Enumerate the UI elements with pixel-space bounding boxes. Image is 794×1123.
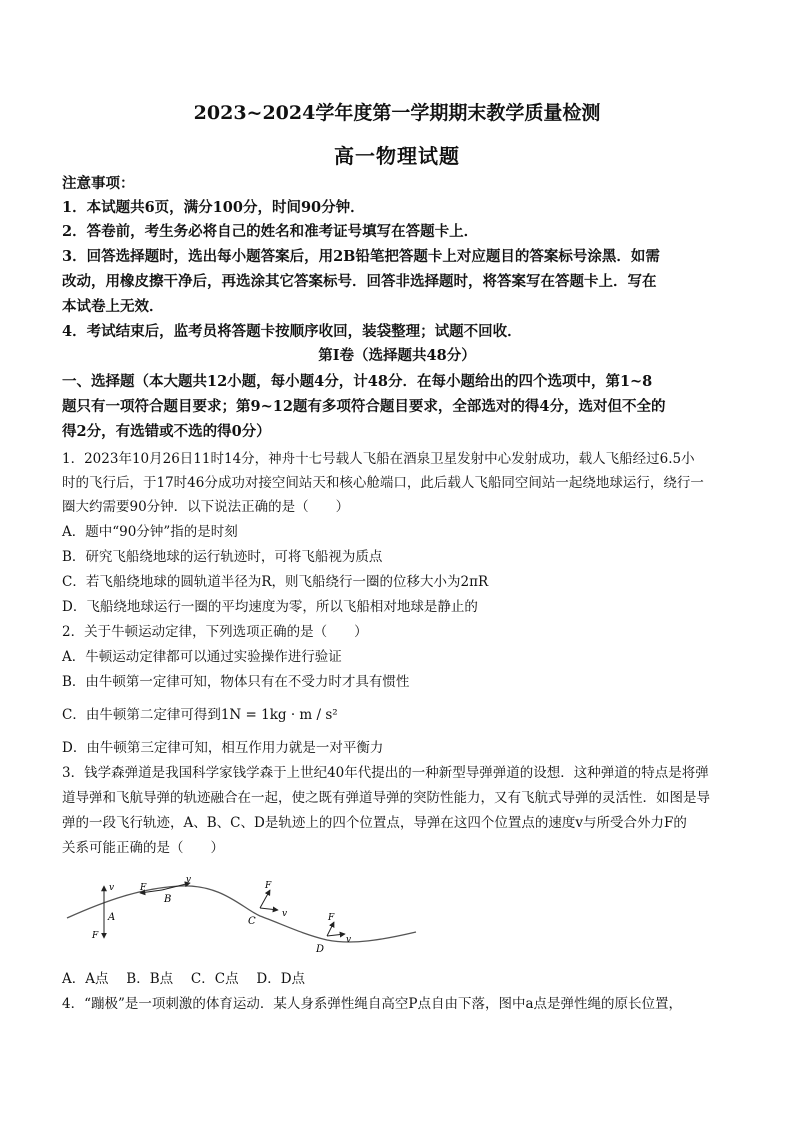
notice-item: 1．本试题共6页，满分100分，时间90分钟． [62,199,365,216]
q3-stem: 关系可能正确的是（ ） [62,840,224,856]
velocity-arrow [260,908,278,910]
q1-stem: 1．2023年10月26日11时14分，神舟十七号载人飞船在酒泉卫星发射中心发射成功，载人飞船经过6.5小 [62,451,695,467]
q1-option-d: D．飞船绕地球运行一圈的平均速度为零，所以飞船相对地球是静止的 [62,599,478,615]
notice-item: 3．回答选择题时，选出每小题答案后，用2B铅笔把答题卡上对应题目的答案标号涂黑．如需 [62,248,660,265]
q2-option-c: C．由牛顿第二定律可得到1N = 1kg · m / s² [62,707,338,723]
q1-option-c: C．若飞船绕地球的圆轨道半径为R，则飞船绕行一圈的位移大小为2πR [62,574,489,590]
point-label-a: A [108,912,116,923]
q2-option-d: D．由牛顿第三定律可知，相互作用力就是一对平衡力 [62,740,384,756]
point-label-c: C [248,916,256,927]
force-label: F [328,913,335,923]
exam-title: 2023~2024学年度第一学期期末教学质量检测 [193,102,601,124]
trajectory-curve [67,886,416,942]
force-label: F [265,881,272,891]
notice-item: 本试卷上无效． [62,298,164,315]
force-label: F [92,931,99,941]
velocity-label: v [282,909,288,919]
section-title: 第Ⅰ卷（选择题共48分） [318,347,476,364]
q1-option-b: B．研究飞船绕地球的运行轨迹时，可将飞船视为质点 [62,549,383,565]
exam-subtitle: 高一物理试题 [334,144,460,168]
notice-heading: 注意事项： [62,175,135,192]
section-instruction: 得2分，有选错或不选的得0分） [62,423,271,440]
q3-stem: 道导弹和飞航导弹的轨迹融合在一起，使之既有弹道导弹的突防性能力，又有飞航式导弹的灵活性．如图是导 [62,790,710,806]
notice-item: 4．考试结束后，监考员将答题卡按顺序收回，装袋整理；试题不回收． [62,323,522,340]
q1-stem: 时的飞行后，于17时46分成功对接空间站天和核心舱端口，此后载人飞船同空间站一起绕地球运行，绕行一 [62,475,704,491]
velocity-label: v [109,883,115,893]
force-label: F [140,883,147,893]
point-label-d: D [316,944,325,955]
q1-stem: 圈大约需要90分钟．以下说法正确的是（ ） [62,499,350,515]
q3-stem: 3．钱学森弹道是我国科学家钱学森于上世纪40年代提出的一种新型导弹弹道的设想．这种弹道的特点是将弹 [62,765,709,781]
trajectory-figure [62,868,422,962]
force-arrow [260,890,270,908]
q1-option-a: A．题中“90分钟”指的是时刻 [62,524,238,540]
q3-options: A．A点 B．B点 C．C点 D．D点 [62,971,306,987]
velocity-arrow [327,934,345,936]
notice-item: 2．答卷前，考生务必将自己的姓名和准考证号填写在答题卡上． [62,223,479,240]
force-arrow [327,922,334,936]
q4-stem: 4．“蹦极”是一项刺激的体育运动．某人身系弹性绳自高空P点自由下落，图中a点是弹性绳的原长位置， [62,996,683,1012]
q2-stem: 2．关于牛顿运动定律，下列选项正确的是（ ） [62,624,368,640]
q3-stem: 弹的一段飞行轨迹，A、B、C、D是轨迹上的四个位置点，导弹在这四个位置点的速度v与所受合外力F的 [62,815,687,831]
q2-option-b: B．由牛顿第一定律可知，物体只有在不受力时才具有惯性 [62,674,410,690]
point-label-b: B [164,894,172,905]
velocity-label: v [346,935,352,945]
velocity-label: v [186,875,192,885]
notice-item: 改动，用橡皮擦干净后，再选涂其它答案标号．回答非选择题时，将答案写在答题卡上．写在 [62,273,657,290]
q2-option-a: A．牛顿运动定律都可以通过实验操作进行验证 [62,649,342,665]
section-instruction: 一、选择题（本大题共12小题，每小题4分，计48分．在每小题给出的四个选项中，第1~8 [62,373,653,390]
section-instruction: 题只有一项符合题目要求；第9~12题有多项符合题目要求，全部选对的得4分，选对但不全的 [62,398,666,415]
